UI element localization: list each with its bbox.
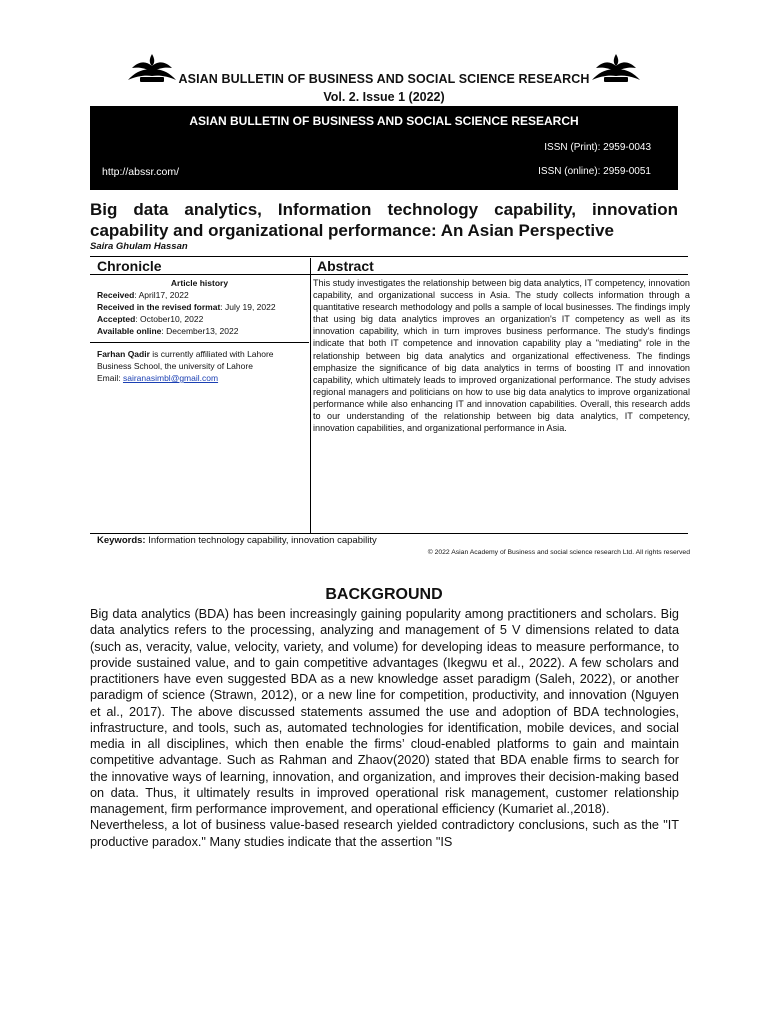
- column-divider: [310, 258, 311, 534]
- keywords: Keywords: Information technology capability, innovation capability: [97, 535, 377, 546]
- issn-online: ISSN (online): 2959-0051: [538, 166, 651, 177]
- received-date: Received: April17, 2022: [97, 290, 189, 300]
- revised-date: Received in the revised format: July 19, 2022: [97, 302, 276, 312]
- journal-banner: [90, 106, 678, 190]
- journal-title: ASIAN BULLETIN OF BUSINESS AND SOCIAL SCIENCE RESEARCH: [178, 72, 590, 86]
- author-name: Saira Ghulam Hassan: [90, 241, 188, 252]
- background-paragraph-1: Big data analytics (BDA) has been increasingly gaining popularity among practitioners and scholars. Big data analytics refers to the processing, analyzing and management of 5 V dimensions related to data (such as, veracity, value, velocity, variety, and volume) for developing ideas to measure performance, to provide sustained value, and to gain competitive advantages (Ikegwu et al., 2022). A few scholars and practitioners have even suggested BDA as a new knowledge asset paradigm (Saleh, 2022), or another paradigm of science (Strawn, 2012), or a new line for competition, productivity, and innovation (Nguyen et al., 2017). The above discussed statements assumed the use and adoption of BDA technologies, infrastructure, and tools, such as, automated technologies for identification, mobile devices, and social media in all disciplines, which then enable the firms’ cloud-enabled platforms to gain and maintain competitive advantage. Such as Rahman and Zhaov(2020) stated that BDA enable firms to search for the innovative ways of learning, innovation, and organization, and improves their decision-making based on data. Thus, it ultimately results in improved operational risk management, customer relationship management, firm performance improvement, and operational efficiency (Kumariet al.,2018).: [90, 607, 679, 816]
- background-body: [90, 606, 679, 850]
- volume-issue: Vol. 2. Issue 1 (2022): [323, 90, 445, 104]
- copyright-notice: © 2022 Asian Academy of Business and social science research Ltd. All rights reserved: [427, 549, 690, 556]
- accepted-date: Accepted: October10, 2022: [97, 314, 204, 324]
- author-email-link[interactable]: sairanasimbl@gmail.com: [122, 373, 219, 383]
- abstract-text: This study investigates the relationship between big data analytics, IT competency, innovation capability, and organizational success in Asia. The study collects information through a quantitative research methodology and polls a sample of local businesses. The findings imply that using big data analytics improves an organization's IT competency as well as its innovation capability, which in turn improves business performance. The study's findings indicate that both IT competence and innovation capability play a "mediating" role in the relationship between big data analytics and organizational effectiveness. The findings emphasize the significance of big data analytics in terms of boosting IT and innovation capability, which ultimately leads to improved organizational performance. The study advises regional managers and politicians on how to use big data analytics to improve organizational performance while also enhancing IT and innovation capabilities. Overall, this research adds to our understanding of the relationship between big data analytics, IT competency, innovation capabilities, and organizational performance in Asia.: [313, 278, 690, 434]
- author-affiliation: Farhan Qadir is currently affiliated with Lahore Business School, the university of Lahore Email: sairanasimbl@gmail.com: [97, 349, 274, 383]
- banner-title: ASIAN BULLETIN OF BUSINESS AND SOCIAL SCIENCE RESEARCH: [189, 114, 579, 128]
- section-header-rule: [90, 274, 688, 275]
- journal-url-link[interactable]: http://abssr.com/: [102, 166, 180, 178]
- affiliation-rule: [90, 342, 309, 343]
- keywords-rule: [90, 533, 688, 534]
- abstract-heading: Abstract: [317, 258, 374, 274]
- paper-title: Big data analytics, Information technology capability, innovation capability and organizational performance: An Asian Perspective: [90, 200, 678, 240]
- issn-print: ISSN (Print): 2959-0043: [544, 142, 651, 153]
- section-top-rule: [90, 256, 688, 257]
- background-heading: BACKGROUND: [325, 586, 443, 603]
- article-history-title: Article history: [170, 278, 229, 288]
- chronicle-heading: Chronicle: [97, 258, 162, 274]
- background-paragraph-2: Nevertheless, a lot of business value-based research yielded contradictory conclusions, such as the "IT productive paradox." Many studies indicate that the assertion "IS: [90, 818, 679, 849]
- online-date: Available online: December13, 2022: [97, 326, 239, 336]
